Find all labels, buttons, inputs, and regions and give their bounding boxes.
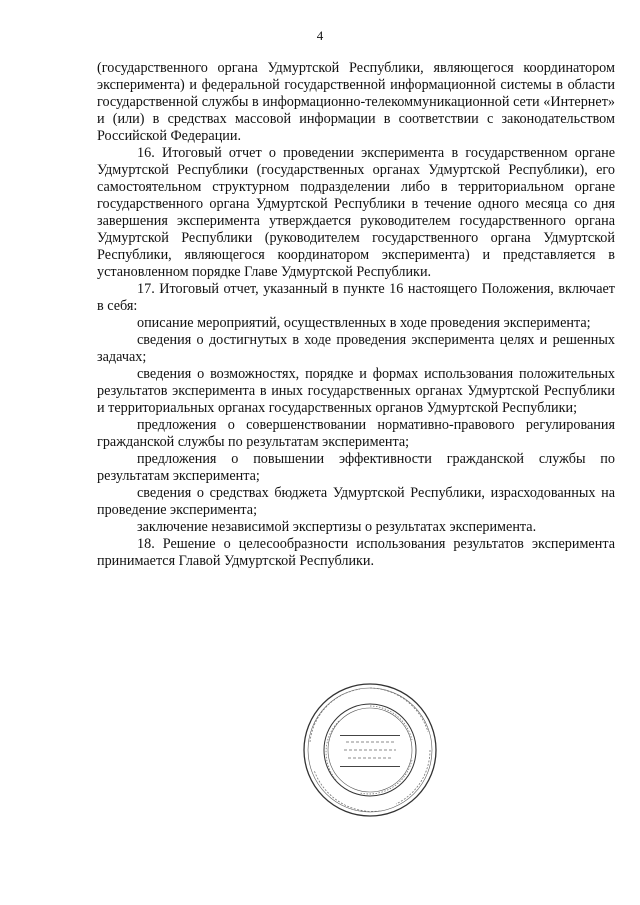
paragraph-18: 18. Решение о целесообразности использования результатов эксперимента принимается Главой Удмуртской Республики. (97, 536, 615, 569)
document-body (97, 60, 615, 570)
list-item-regulation-proposals: предложения о совершенствовании нормативно-правового регулирования гражданской службы по результатам эксперимента; (97, 417, 615, 450)
paragraph-16: 16. Итоговый отчет о проведении эксперимента в государственном органе Удмуртской Республики (государственных органах Удмуртской Республики), его самостоятельном структурном подразделении либо в территориальном органе государственного органа Удмуртской Республики в течение одного месяца со дня завершения эксперимента утверждается руководителем государственного органа Удмуртской Республики (руководителем государственного органа Удмуртской Республики, являющегося координатором эксперимента) и представляется в установленном порядке Главе Удмуртской Республики. (97, 145, 615, 280)
page-number: 4 (316, 28, 324, 43)
list-item-goals: сведения о достигнутых в ходе проведения эксперимента целях и решенных задачах; (97, 332, 615, 365)
list-item-efficiency-proposals: предложения о повышении эффективности гражданской службы по результатам эксперимента; (97, 451, 615, 484)
list-item-budget: сведения о средствах бюджета Удмуртской Республики, израсходованных на проведение эксперимента; (97, 485, 615, 518)
list-item-possibilities: сведения о возможностях, порядке и формах использования положительных результатов эксперимента в иных государственных органах Удмуртской Республики и территориальных органах государственных органов Удмуртской Республики; (97, 366, 615, 416)
list-item-expertise: заключение независимой экспертизы о результатах эксперимента. (137, 519, 537, 535)
paragraph-17: 17. Итоговый отчет, указанный в пункте 16 настоящего Положения, включает в себя: (97, 281, 615, 314)
paragraph-continuation: (государственного органа Удмуртской Республики, являющегося координатором эксперимента) и федеральной государственной информационной системы в области государственной службы в информационно-телекоммуникационной сети «Интернет» и (или) в средствах массовой информации в соответствии с законодательством Российской Федерации. (97, 60, 615, 144)
official-stamp (300, 680, 440, 820)
list-item-description: описание мероприятий, осуществленных в ходе проведения эксперимента; (137, 315, 591, 331)
stamp-seal-icon (300, 680, 440, 820)
